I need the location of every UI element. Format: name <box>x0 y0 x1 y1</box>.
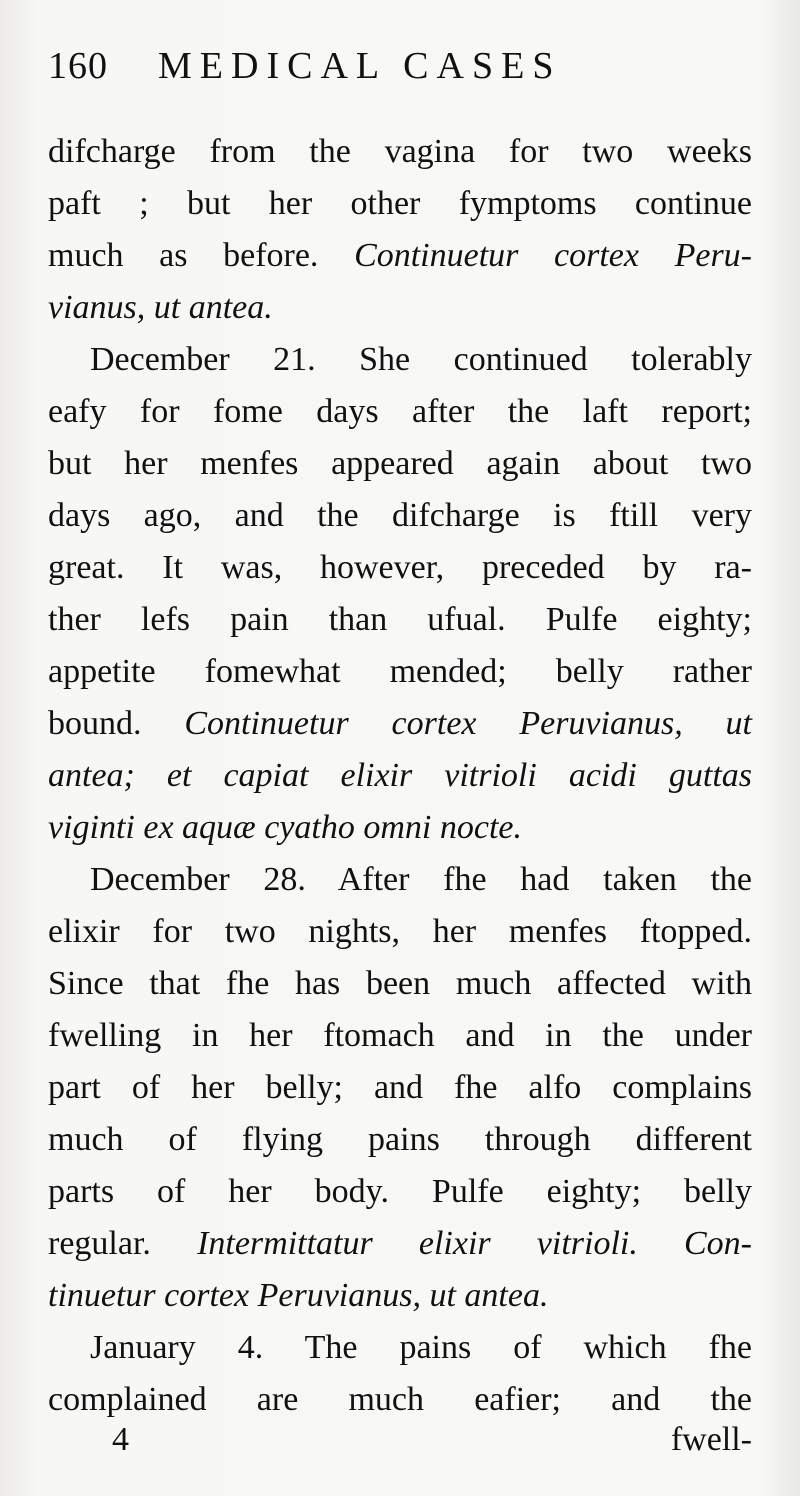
case-text: much of flying pains through different <box>48 1121 752 1158</box>
case-text: January 4. The pains of which fhe <box>90 1329 752 1366</box>
case-text: part of her belly; and fhe alfo complains <box>48 1069 752 1106</box>
text-line <box>48 282 752 334</box>
text-line <box>48 490 752 542</box>
signature-mark: 4 <box>112 1421 129 1458</box>
page-header <box>48 40 748 100</box>
case-text: eafy for fome days after the laft report; <box>48 393 752 430</box>
catchword: fwell- <box>670 1421 752 1458</box>
text-line <box>48 1270 752 1322</box>
text-line <box>48 386 752 438</box>
case-text: days ago, and the difcharge is ftill very <box>48 497 752 534</box>
case-text: elixir for two nights, her menfes ftopped. <box>48 913 752 950</box>
text-line <box>48 126 752 178</box>
case-text: great. It was, however, preceded by ra- <box>48 549 752 586</box>
page-number: 160 <box>48 45 108 87</box>
case-text: December 28. After fhe had taken the <box>90 861 752 898</box>
latin-prescription-text: antea; et capiat elixir vitrioli acidi guttas <box>48 757 752 794</box>
case-text: fwelling in her ftomach and in the under <box>48 1017 752 1054</box>
text-line <box>48 178 752 230</box>
page-footer <box>48 1414 752 1466</box>
text-line <box>48 750 752 802</box>
case-text: December 21. She continued tolerably <box>90 341 752 378</box>
case-text: complained are much eafier; and the <box>48 1381 752 1418</box>
latin-prescription-text: Intermittatur elixir vitrioli. Con- <box>197 1225 752 1262</box>
text-line <box>48 646 752 698</box>
case-text: but her menfes appeared again about two <box>48 445 752 482</box>
paragraph-first-line <box>90 1322 752 1374</box>
text-line <box>48 594 752 646</box>
case-text: much as before. <box>48 237 355 274</box>
text-line <box>48 1114 752 1166</box>
latin-prescription-text: vianus, ut antea. <box>48 289 273 326</box>
paragraph-first-line <box>90 854 752 906</box>
text-line <box>48 542 752 594</box>
text-line <box>48 1218 752 1270</box>
case-text: difcharge from the vagina for two weeks <box>48 133 752 170</box>
text-line <box>48 1166 752 1218</box>
latin-prescription-text: Continuetur cortex Peruvianus, ut <box>184 705 752 742</box>
text-line <box>48 1062 752 1114</box>
text-line <box>48 958 752 1010</box>
case-text: Since that fhe has been much affected with <box>48 965 752 1002</box>
case-text: ther lefs pain than ufual. Pulfe eighty; <box>48 601 752 638</box>
case-text: appetite fomewhat mended; belly rather <box>48 653 752 690</box>
latin-prescription-text: viginti ex aquæ cyatho omni nocte. <box>48 809 522 846</box>
text-line <box>48 230 752 282</box>
latin-prescription-text: tinuetur cortex Peruvianus, ut antea. <box>48 1277 549 1314</box>
case-text: parts of her body. Pulfe eighty; belly <box>48 1173 752 1210</box>
text-line <box>48 906 752 958</box>
text-line <box>48 1010 752 1062</box>
case-text: bound. <box>48 705 185 742</box>
running-head: MEDICAL CASES <box>158 45 562 87</box>
text-line <box>48 698 752 750</box>
latin-prescription-text: Continuetur cortex Peru- <box>354 237 753 274</box>
case-text: regular. <box>48 1225 198 1262</box>
case-text: paft ; but her other fymptoms continue <box>48 185 752 222</box>
text-line <box>48 802 752 854</box>
paragraph-first-line <box>90 334 752 386</box>
text-line <box>48 438 752 490</box>
